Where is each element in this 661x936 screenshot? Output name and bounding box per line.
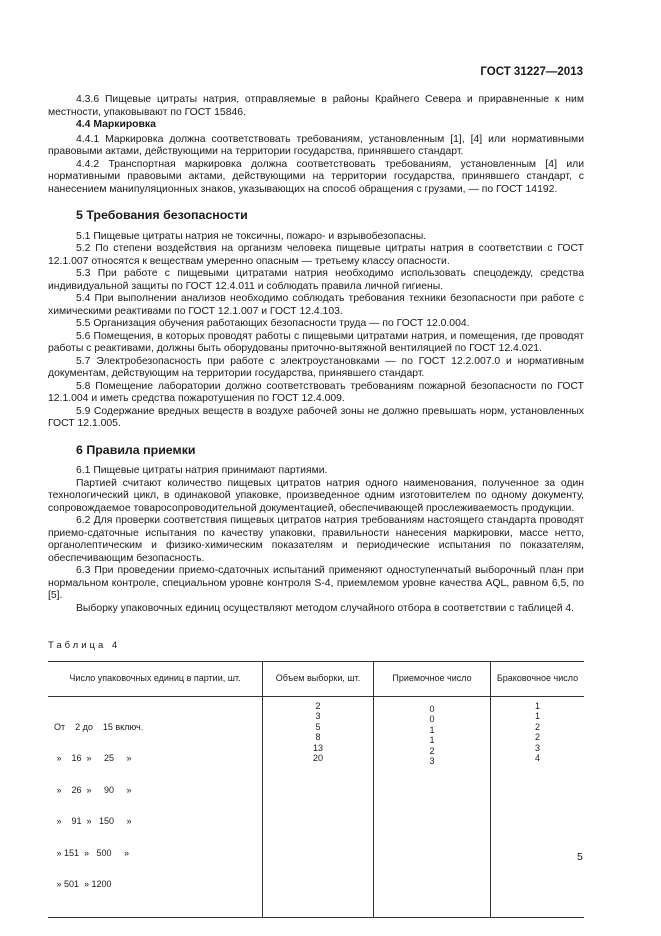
paragraph-5-5: 5.5 Организация обучения работающих безопасности труда — по ГОСТ 12.0.004. — [76, 318, 470, 329]
acceptance-number-value: 1 — [429, 724, 435, 735]
paragraph-4-4-2: 4.4.2 Транспортная маркировка должна соответствовать требованиям, установленным [4] или нормативными правовыми актами, действующими на территории государства, принявшего стандарт, с нанесением манипуляционных знаков, указывающих на способ обращения с грузами, — по ГОСТ 14192. — [48, 158, 584, 195]
table-header-row — [48, 661, 584, 696]
sample-size-value: 8 — [315, 732, 321, 742]
section-5-title: 5 Требования безопасности — [76, 208, 248, 222]
rejection-number-value: 2 — [534, 732, 540, 742]
acceptance-number-value: 2 — [429, 745, 435, 756]
lot-range: » 16 » 25 » — [54, 753, 132, 763]
rejection-number-value: 4 — [534, 753, 540, 763]
lot-range: » 151 » 500 » — [54, 847, 130, 858]
document-body — [48, 94, 584, 918]
lot-range: » 501 » 1200 — [54, 879, 112, 889]
subsection-title-marking: 4.4 Маркировка — [76, 119, 156, 130]
paragraph-6-3: 6.3 При проведении приемо-сдаточных испытаний применяют одноступенчатый выборочный план при нормальном контроле, специальном уровне контроля S-4, приемлемом уровне качества AQL, равном 6,5, по [5]. — [48, 565, 584, 601]
paragraph-5-8: 5.8 Помещение лаборатории должно соответствовать требованиям пожарной безопасности по ГОСТ 12.1.004 и иметь средства пожаротушения по ГОСТ 12.4.009. — [48, 380, 584, 404]
paragraph-5-4: 5.4 При выполнении анализов необходимо соблюдать требования техники безопасности при работе с химическими реактивами по ГОСТ 12.1.007 и ГОСТ 12.4.103. — [48, 293, 584, 317]
acceptance-number-cell — [374, 696, 491, 917]
paragraph-5-1: 5.1 Пищевые цитраты натрия не токсичны, пожаро- и взрывобезопасны. — [76, 230, 427, 242]
acceptance-number-value: 0 — [429, 703, 435, 714]
sample-size-value: 13 — [312, 742, 323, 753]
paragraph-5-3: 5.3 При работе с пищевыми цитратами натрия необходимо использовать спецодежду, средства индивидуальной защиты по ГОСТ 12.4.011 и соблюдать правила личной гигиены. — [48, 268, 584, 292]
paragraph-5-9: 5.9 Содержание вредных веществ в воздухе рабочей зоны не должно превышать норм, установленных ГОСТ 12.1.005. — [48, 405, 584, 429]
acceptance-number-value: 3 — [429, 756, 435, 766]
sample-size-value: 5 — [315, 721, 321, 732]
section-6-title: 6 Правила приемки — [76, 442, 196, 457]
header-lot-size: Число упаковочных единиц в партии, шт. — [48, 661, 263, 696]
header-acceptance-number: Приемочное число — [374, 661, 491, 696]
paragraph-5-7: 5.7 Электробезопасность при работе с электроустановками — по ГОСТ 12.2.007.0 и нормативным документам, действующим на территории государства, принявшего стандарт. — [48, 355, 584, 379]
document-code: ГОСТ 31227—2013 — [480, 66, 583, 78]
lot-range: От 2 до 15 включ. — [54, 721, 144, 732]
table-caption: Таблица 4 — [48, 640, 121, 651]
sample-size-value: 3 — [315, 711, 321, 721]
paragraph-6-1-lot: Партией считают количество пищевых цитратов натрия одного наименования, полученное за один технологический цикл, в одинаковой упаковке, произведенное одним изготовителем по одному документу, сопровождаемое товаросопроводительной документацией, обеспечивающей прослеживаемость продукции. — [48, 477, 584, 514]
paragraph-6-2: 6.2 Для проверки соответствия пищевых цитратов натрия требованиям настоящего стандарта проводят приемо-сдаточные испытания по качеству упаковки, правильности нанесения маркировки, массе нетто, органолептическим и физико-химическим показателям и периодические испытания по показателям, обеспечивающим безопасность. — [48, 515, 584, 564]
paragraph-5-6: 5.6 Помещения, в которых проводят работы с пищевыми цитратами натрия, и помещения, где проводят работы с реактивами, должны быть оборудованы приточно-вытяжной вентиляцией по ГОСТ 12.4.021. — [48, 330, 584, 354]
header-rejection-number: Браковочное число — [491, 661, 585, 696]
sample-size-value: 2 — [315, 700, 321, 711]
sample-size-cell — [263, 696, 374, 917]
lot-range: » 91 » 150 » — [54, 816, 132, 826]
sample-size-value: 20 — [312, 753, 323, 763]
page-number: 5 — [577, 851, 583, 863]
lot-size-cell — [48, 696, 263, 917]
paragraph-5-2: 5.2 По степени воздействия на организм человека пищевые цитраты натрия в соответствии с ГОСТ 12.1.007 относятся к веществам умеренно опасным — третьему классу опасности. — [48, 243, 584, 267]
rejection-number-value: 2 — [534, 721, 540, 732]
rejection-number-value: 3 — [534, 742, 540, 753]
table-row — [48, 696, 584, 917]
lot-range: » 26 » 90 » — [54, 784, 132, 795]
paragraph-6-3-sampling: Выборку упаковочных единиц осуществляют методом случайного отбора в соответствии с таблицей 4. — [76, 602, 575, 614]
paragraph-6-1: 6.1 Пищевые цитраты натрия принимают партиями. — [76, 465, 328, 476]
acceptance-number-value: 1 — [429, 735, 435, 745]
acceptance-number-value: 0 — [429, 714, 435, 724]
rejection-number-value: 1 — [534, 700, 540, 711]
sampling-table — [48, 661, 584, 918]
header-sample-size: Объем выборки, шт. — [263, 661, 374, 696]
paragraph-4-3-6: 4.3.6 Пищевые цитраты натрия, отправляемые в районы Крайнего Севера и приравненные к ним местности, упаковывают по ГОСТ 15846. — [48, 94, 584, 118]
rejection-number-value: 1 — [534, 711, 540, 721]
rejection-number-cell — [491, 696, 585, 917]
paragraph-4-4-1: 4.4.1 Маркировка должна соответствовать требованиям, установленным [1], [4] или нормативными правовыми актами, действующими на территории государства, принявшего стандарт. — [48, 133, 584, 157]
